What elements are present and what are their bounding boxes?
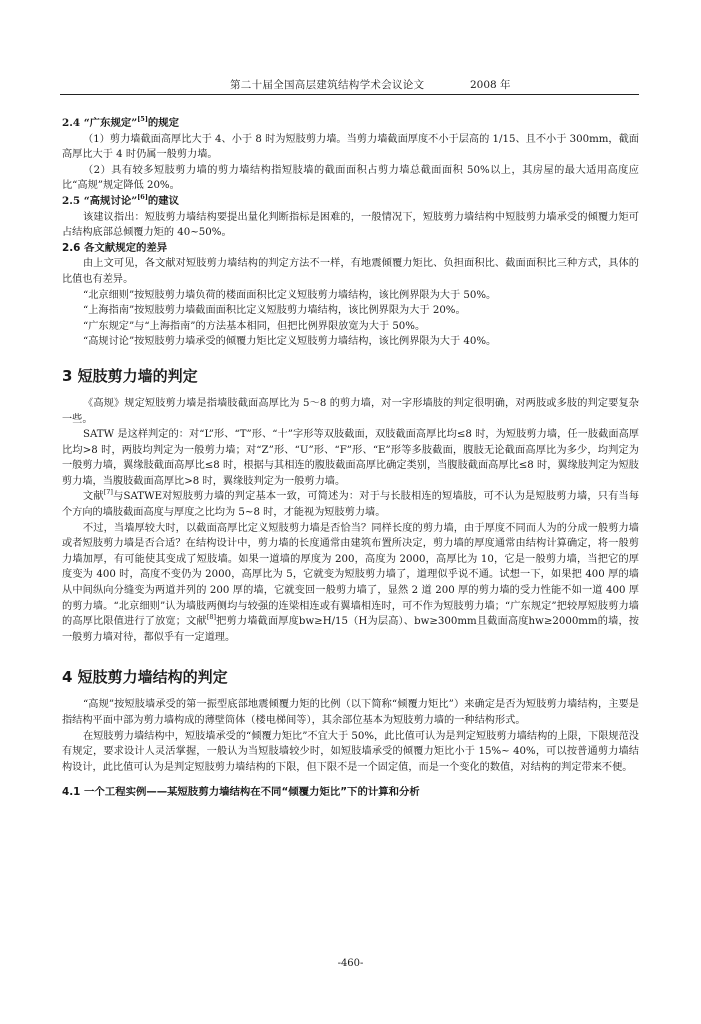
- heading-text: 的规定: [147, 117, 180, 129]
- header-year: 2008 年: [470, 79, 511, 91]
- heading-text: 2.4 “广东规定”: [62, 117, 138, 129]
- body-content: [62, 116, 639, 801]
- paragraph: 在短肢剪力墙结构中，短肢墙承受的“倾覆力矩比”不宜大于 50%，此比值可认为是判定短肢剪力墙结构的上限，下限规范没有规定，要求设计人灵活掌握，一般认为当短肢墙较少时，如短肢墙承受的倾覆力矩比小于 15%~ 40%，可以按普通剪力墙结构设计，此比值可认为是判定短肢剪力墙结构的下限，但下限不是一个固定值，而是一个变化的数值，对结构的判定带来不便。: [62, 730, 639, 773]
- citation-ref: [8]: [206, 613, 217, 622]
- page-number: -460-: [337, 958, 364, 969]
- conference-title: 第二十届全国高层建筑结构学术会议论文: [230, 79, 425, 91]
- heading-text: 的建议: [147, 194, 180, 207]
- heading-text: 2.5 “高规讨论”: [62, 194, 138, 207]
- paragraph: （1）剪力墙截面高厚比大于 4、小于 8 时为短肢剪力墙。当剪力墙截面厚度不小于层高的 1/15、且不小于 300mm，截面高厚比大于 4 时仍属一般剪力墙。: [62, 133, 639, 161]
- running-header: [60, 74, 639, 95]
- citation-ref: [5]: [137, 115, 148, 123]
- section-2-5-heading: [62, 194, 639, 210]
- citation-ref: [7]: [103, 488, 113, 497]
- paragraph: （2）具有较多短肢剪力墙的剪力墙结构指短肢墙的截面面积占剪力墙总截面面积 50%以上，其房屋的最大适用高度应比“高规”规定降低 20%。: [62, 164, 639, 192]
- list-item: “广东规定”与“上海指南”的方法基本相同，但把比例界限放宽为大于 50%。: [83, 320, 426, 332]
- section-3-heading: 3 短肢剪力墙的判定: [62, 366, 198, 385]
- paragraph: “高规”按短肢墙承受的第一振型底部地震倾覆力矩的比例（以下简称“倾覆力矩比”）来确定是否为短肢剪力墙结构，主要是指结构平面中部为剪力墙构成的薄壁筒体（楼电梯间等），其余部位基本为短肢剪力墙的一种结构形式。: [62, 699, 639, 726]
- citation-ref: [6]: [137, 192, 148, 201]
- list-item: “上海指南”按短肢剪力墙截面面积比定义短肢剪力墙结构，该比例界限为大于 20%。: [83, 305, 466, 317]
- paragraph: 《高规》规定短肢剪力墙是指墙肢截面高厚比为 5～8 的剪力墙，对一字形墙肢的判定很明确，对两肢或多肢的判定要复杂一些。: [62, 397, 639, 425]
- section-2-4-heading: [62, 116, 639, 132]
- section-2-6-heading: 2.6 各文献规定的差异: [62, 241, 168, 254]
- paragraph: [62, 521, 639, 646]
- section-4-heading: 4 短肢剪力墙结构的判定: [62, 668, 228, 687]
- section-4-1-heading: 4.1 一个工程实例——某短肢剪力墙结构在不同“倾覆力矩比”下的计算和分析: [62, 786, 420, 799]
- list-item: “高规讨论”按短肢剪力墙承受的倾覆力矩比定义短肢剪力墙结构，该比例界限为大于 40%。: [83, 336, 497, 348]
- text-run: 文献: [83, 491, 104, 503]
- paragraph: 该建议指出：短肢剪力墙结构要提出量化判断指标是困难的，一般情况下，短肢剪力墙结构中短肢剪力墙承受的倾覆力矩可占结构底部总倾覆力矩的 40~50%。: [62, 211, 639, 239]
- text-run: 把剪力墙截面厚度bw≥H/15（H为层高）、bw≥300mm且截面高度hw≥2000mm的墙，按一般剪力墙对待，都似乎有一定道理。: [62, 616, 639, 643]
- paragraph: SATW 是这样判定的：对“L”形、“T”形、“十”字形等双肢截面，双肢截面高厚比均≤8 时，为短肢剪力墙，任一肢截面高厚比均>8 时，两肢均判定为一般剪力墙；对“Z”形、“U”形、“F”形、“E”形等多肢截面，腹肢无论截面高厚比为多少，均判定为一般剪力墙，翼缘肢截面高厚比≤8 时，根据与其相连的腹肢截面高厚比确定类别，当腹肢截面高厚比≤8 时，翼缘肢判定为短肢剪力墙，当腹肢截面高厚比>8 时，翼缘肢判定为一般剪力墙。: [62, 429, 639, 487]
- paragraph: 由上文可见，各文献对短肢剪力墙结构的判定方法不一样，有地震倾覆力矩比、负担面积比、截面面积比三种方式，具体的比值也有差异。: [62, 258, 639, 285]
- text-run: 不过，当墙厚较大时，以截面高厚比定义短肢剪力墙是否恰当？同样长度的剪力墙，由于厚度不同而人为的分成一般剪力墙或者短肢剪力墙是否合适？在结构设计中，剪力墙的长度通常由建筑布置所决定，剪力墙的厚度通常由结构计算确定，将一般剪力墙加厚，有可能使其变成了短肢墙。如果一道墙的厚度为 200，高度为 2000，高厚比为 10，它是一般剪力墙，当把它的厚度变为 400 时，高度不变仍为 2000，高厚比为 5，它就变为短肢剪力墙了，道理似乎说不通。试想一下，如果把 400 厚的墙从中间纵向分缝变为两道并列的 200 厚的墙，它就变回一般剪力墙了，显然 2 道 200 厚的剪力墙的受力性能不如一道 400 厚的剪力墙。“北京细则”认为墙肢两侧均与较强的连梁相连或有翼墙相连时，可不作为短肢剪力墙；“广东规定”把较厚短肢剪力墙的高厚比限值进行了放宽；文献: [62, 522, 639, 628]
- text-run: 与SATWE对短肢剪力墙的判定基本一致，可简述为：对于与长肢相连的短墙肢，可不认为是短肢剪力墙，只有当每个方向的墙肢截面高度与厚度之比均为 5~8 时，才能视为短肢剪力墙。: [62, 491, 640, 519]
- list-item: “北京细则”按短肢剪力墙负荷的楼面面积比定义短肢剪力墙结构，该比例界限为大于 50%。: [83, 289, 497, 301]
- paragraph: [62, 489, 639, 520]
